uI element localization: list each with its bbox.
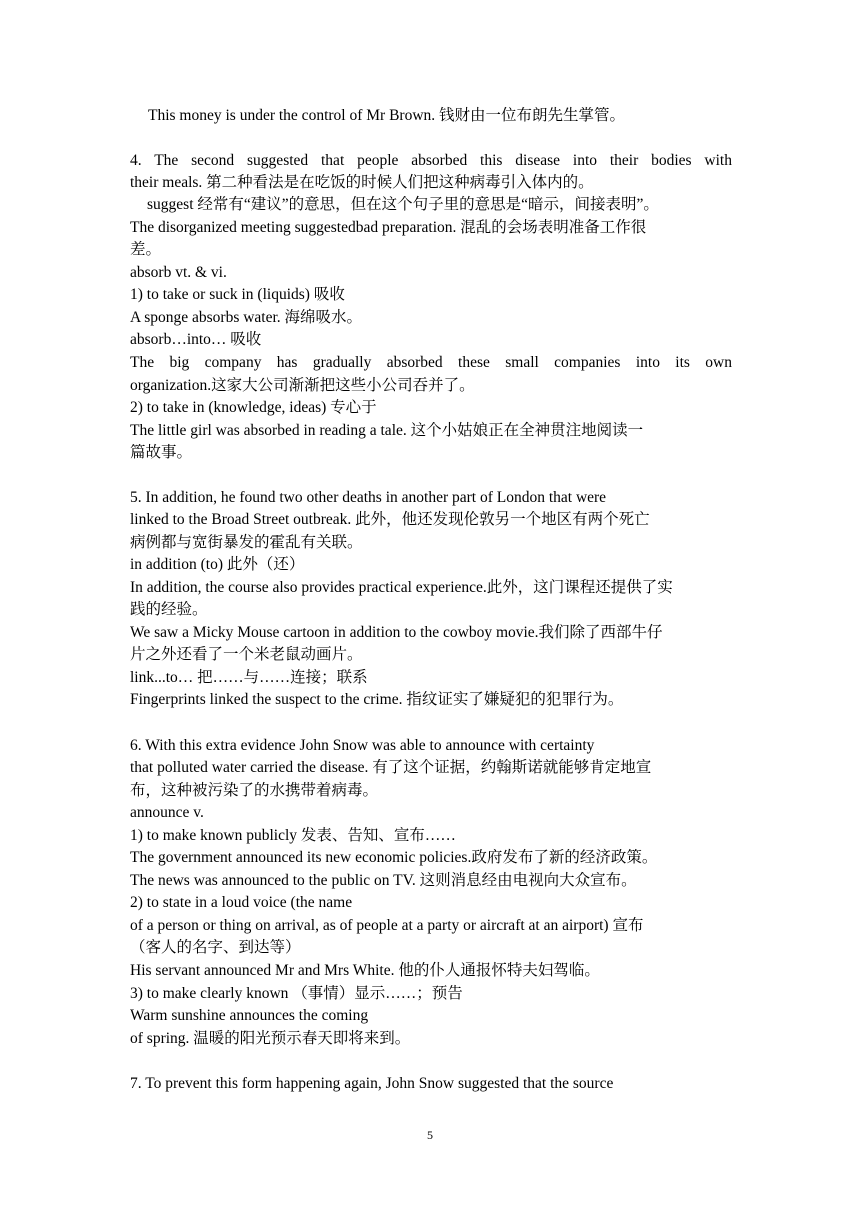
text-line: This money is under the control of Mr Brown. 钱财由一位布朗先生掌管。	[148, 107, 626, 124]
text-line: The disorganized meeting suggestedbad preparation. 混乱的会场表明准备工作很	[130, 219, 647, 236]
text-line: 4. The second suggested that people absorbed this disease into their bodies with	[130, 152, 732, 169]
text-line: His servant announced Mr and Mrs White. 他的仆人通报怀特夫妇驾临。	[130, 962, 600, 979]
text-line: The little girl was absorbed in reading a tale. 这个小姑娘正在全神贯注地阅读一	[130, 422, 644, 439]
text-line: suggest 经常有“建议”的意思，但在这个句子里的意思是“暗示，间接表明”。	[147, 196, 659, 213]
text-line: In addition, the course also provides practical experience.此外，这门课程还提供了实	[130, 579, 673, 596]
text-line: 3) to make clearly known （事情）显示……；预告	[130, 985, 463, 1002]
text-line: of a person or thing on arrival, as of people at a party or aircraft at an airport) 宣布	[130, 917, 644, 934]
text-line: 践的经验。	[130, 601, 208, 618]
text-line: absorb…into… 吸收	[130, 331, 262, 348]
text-line: 病例都与宽街暴发的霍乱有关联。	[130, 534, 363, 551]
text-line: 6. With this extra evidence John Snow was able to announce with certainty	[130, 737, 595, 754]
text-line: their meals. 第二种看法是在吃饭的时候人们把这种病毒引入体内的。	[130, 174, 594, 191]
text-line: 篇故事。	[130, 444, 193, 461]
text-line: A sponge absorbs water. 海绵吸水。	[130, 309, 363, 326]
text-line: 5. In addition, he found two other deaths in another part of London that were	[130, 489, 607, 506]
text-line: link...to… 把……与……连接；联系	[130, 669, 368, 686]
text-line: 2) to take in (knowledge, ideas) 专心于	[130, 399, 377, 416]
text-line: linked to the Broad Street outbreak. 此外，他还发现伦敦另一个地区有两个死亡	[130, 511, 650, 528]
text-line: （客人的名字、到达等）	[130, 939, 301, 956]
text-line: 差。	[130, 241, 162, 258]
text-line: 1) to take or suck in (liquids) 吸收	[130, 286, 345, 303]
text-line: that polluted water carried the disease. 有了这个证据，约翰斯诺就能够肯定地宣	[130, 759, 652, 776]
page-number: 5	[427, 1128, 433, 1142]
text-line: 7. To prevent this form happening again, John Snow suggested that the source	[130, 1075, 614, 1092]
text-line: announce v.	[130, 804, 204, 821]
text-line: of spring. 温暖的阳光预示春天即将来到。	[130, 1030, 411, 1047]
text-line: organization.这家大公司渐渐把这些小公司吞并了。	[130, 377, 475, 394]
text-line: 1) to make known publicly 发表、告知、宣布……	[130, 827, 456, 844]
text-line: We saw a Micky Mouse cartoon in addition to the cowboy movie.我们除了西部牛仔	[130, 624, 663, 641]
text-line: Warm sunshine announces the coming	[130, 1007, 369, 1024]
text-line: in addition (to) 此外（还）	[130, 556, 305, 573]
text-line: absorb vt. & vi.	[130, 264, 227, 281]
text-line: 2) to state in a loud voice (the name	[130, 894, 353, 911]
text-line: 布，这种被污染了的水携带着病毒。	[130, 782, 379, 799]
text-line: 片之外还看了一个米老鼠动画片。	[130, 646, 363, 663]
text-line: The big company has gradually absorbed these small companies into its own	[130, 354, 732, 371]
text-line: The news was announced to the public on TV. 这则消息经由电视向大众宣布。	[130, 872, 637, 889]
text-line: The government announced its new economic policies.政府发布了新的经济政策。	[130, 849, 658, 866]
text-line: Fingerprints linked the suspect to the crime. 指纹证实了嫌疑犯的犯罪行为。	[130, 691, 624, 708]
